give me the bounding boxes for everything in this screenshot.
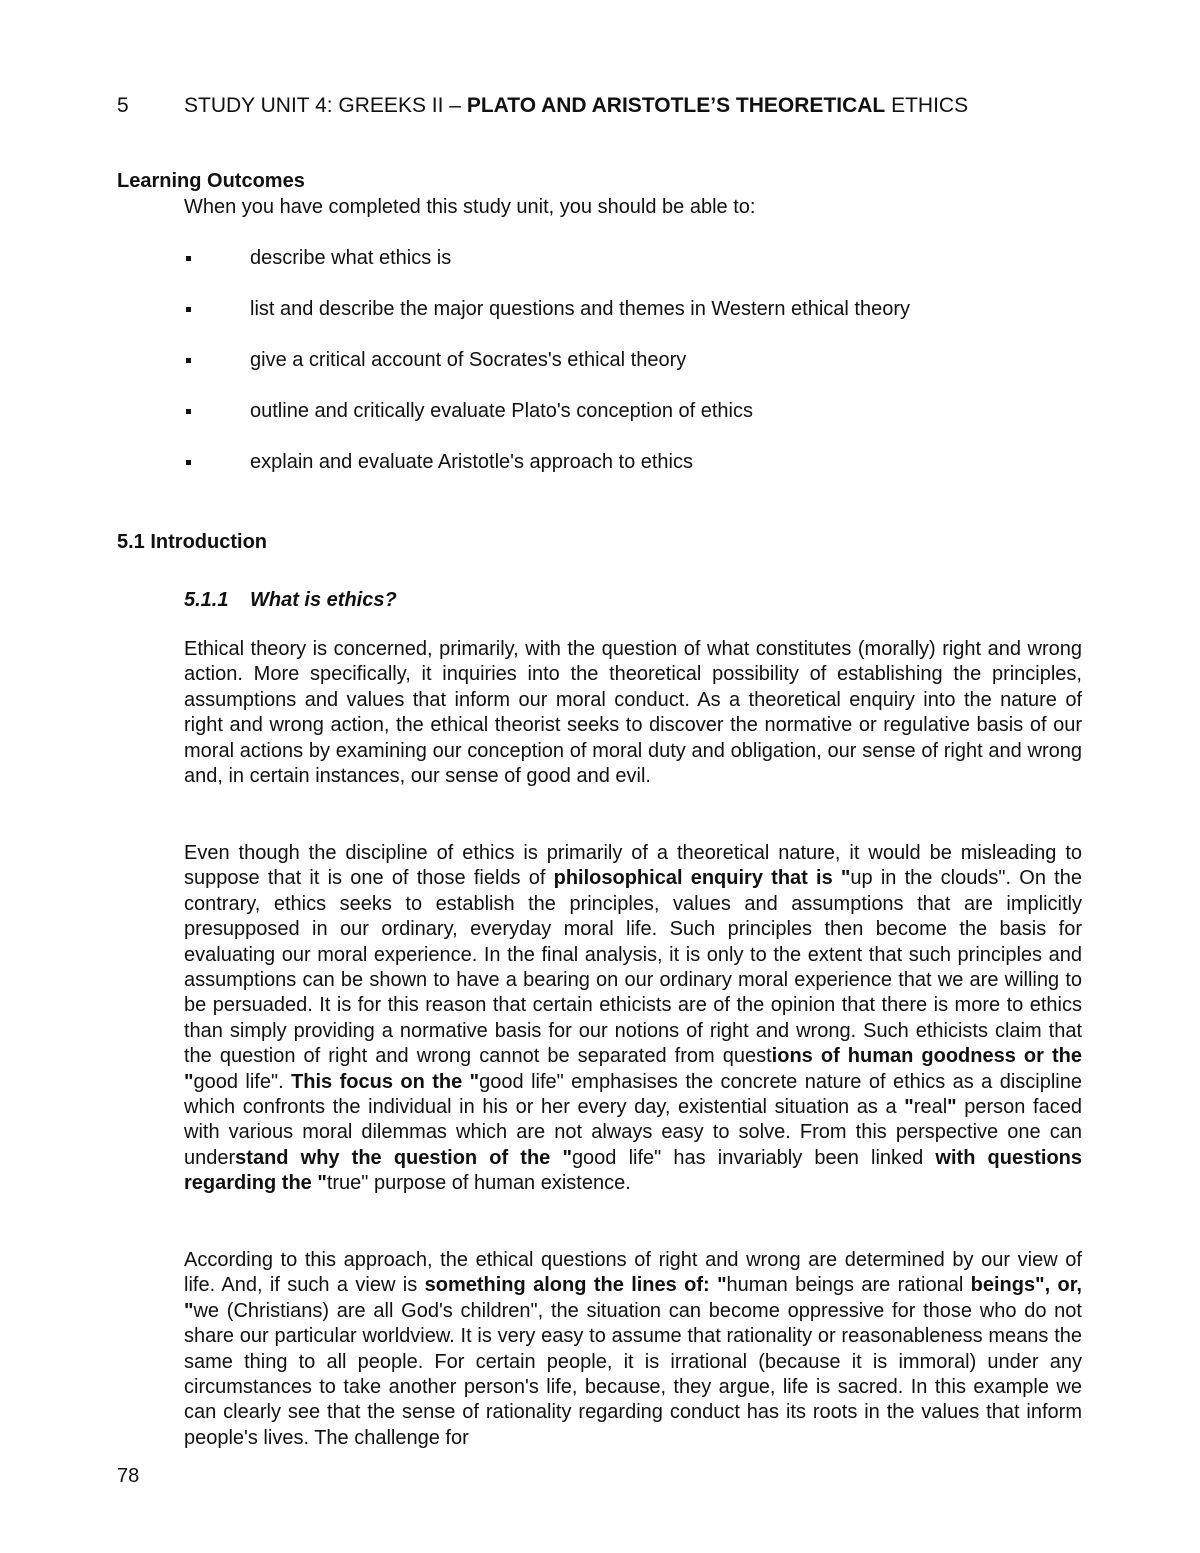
paragraph-1: Ethical theory is concerned, primarily, with the question of what constitutes (morally) right and wrong action. More specifically, it inquiries into the theoretical possibility of establishing the principles, assumptions and values that inform our moral conduct. As a theoretical enquiry into the nature of right and wrong action, the ethical theorist seeks to discover the normative or regulative basis of our moral actions by examining our conception of moral duty and obligation, our sense of right and wrong and, in certain instances, our sense of good and evil. bbox=[184, 638, 1082, 788]
bold-run: This focus on the " bbox=[291, 1070, 480, 1093]
text-run: Even though the discipline of ethics is primarily of a theoretical nature, it would be misleading to suppose that it is one of those fields of bbox=[184, 842, 1082, 890]
text-run: true" purpose of human existence. bbox=[326, 1172, 631, 1195]
bullet-icon bbox=[186, 409, 191, 414]
text-run: person faced with various moral dilemmas which are not always easy to solve. From this perspective one can under bbox=[184, 1096, 1082, 1169]
text-run: good life" has invariably been linked bbox=[571, 1146, 936, 1169]
bold-run: philosophical enquiry that is " bbox=[553, 867, 851, 890]
learning-outcomes-intro: When you have completed this study unit, you should be able to: bbox=[184, 196, 756, 218]
chapter-number: 5 bbox=[117, 94, 129, 117]
page-number: 78 bbox=[117, 1465, 140, 1487]
learning-outcomes-heading: Learning Outcomes bbox=[117, 170, 305, 192]
chapter-title-bold: PLATO AND ARISTOTLE’S THEORETICAL bbox=[466, 94, 886, 117]
chapter-title-end: ETHICS bbox=[885, 94, 969, 117]
paragraph-2 bbox=[184, 841, 1082, 1197]
list-item-text: list and describe the major questions and themes in Western ethical theory bbox=[250, 298, 910, 320]
list-item-text: describe what ethics is bbox=[250, 247, 452, 269]
text-run: up in the clouds". On the contrary, ethics seeks to establish the principles, values and assumptions that are implicitly presupposed in our ordinary, everyday moral life. Such principles then become the basis for evaluating our moral experience. In the final analysis, it is only to the extent that such principles and assumptions can be shown to have a bearing on our ordinary moral experience that we are willing to be persuaded. It is for this reason that certain ethicists are of the opinion that there is more to ethics than simply providing a normative basis for our notions of right and wrong. Such ethicists claim that the question of right and wrong cannot be separated from quest bbox=[184, 867, 1082, 1068]
text-run: good life". bbox=[193, 1070, 292, 1093]
bold-run: beings", or, " bbox=[184, 1274, 1082, 1322]
section-heading: 5.1 Introduction bbox=[117, 531, 267, 553]
bold-run: ions of human goodness or the " bbox=[184, 1045, 1082, 1093]
text-run: good life" emphasises the concrete nature of ethics as a discipline which confronts the individual in his or her every day, existential situation as a bbox=[184, 1070, 1082, 1119]
subsection-number: 5.1.1 bbox=[184, 589, 229, 611]
text-run: real bbox=[913, 1096, 948, 1119]
subsection-heading bbox=[184, 587, 397, 613]
list-item bbox=[184, 347, 910, 398]
text-run: human beings are rational bbox=[726, 1274, 971, 1297]
list-item-text: outline and critically evaluate Plato's conception of ethics bbox=[250, 400, 753, 422]
bullet-icon bbox=[186, 460, 191, 465]
bold-run: with questions regarding the " bbox=[184, 1146, 1083, 1195]
text-run: According to this approach, the ethical questions of right and wrong are determined by our view of life. And, if such a view is bbox=[184, 1249, 1082, 1297]
bullet-icon bbox=[186, 307, 191, 312]
bold-run: stand why the question of the " bbox=[235, 1146, 572, 1169]
bold-run: " bbox=[904, 1096, 914, 1119]
list-item-text: explain and evaluate Aristotle's approach to ethics bbox=[250, 451, 693, 473]
bold-run: " bbox=[947, 1096, 957, 1119]
learning-outcomes-list bbox=[184, 245, 910, 500]
list-item bbox=[184, 398, 910, 449]
paragraph-3 bbox=[184, 1248, 1082, 1451]
list-item-text: give a critical account of Socrates's ethical theory bbox=[250, 349, 687, 371]
list-item bbox=[184, 296, 910, 347]
subsection-title: What is ethics? bbox=[250, 589, 397, 611]
bold-run: something along the lines of: " bbox=[424, 1274, 727, 1297]
text-run: we (Christians) are all God's children", the situation can become oppressive for those who do not share our particular worldview. It is very easy to assume that rationality or reasonableness means the same thing to all people. For certain people, it is irrational (because it is immoral) under any circumstances to take another person's life, because, they argue, life is sacred. In this example we can clearly see that the sense of rationality regarding conduct has its roots in the values that inform people's lives. The challenge for bbox=[184, 1299, 1082, 1449]
bullet-icon bbox=[186, 358, 191, 363]
chapter-title-start: STUDY UNIT 4: GREEKS II – bbox=[184, 94, 467, 117]
bullet-icon bbox=[186, 256, 191, 261]
list-item bbox=[184, 245, 910, 296]
chapter-heading bbox=[117, 92, 968, 120]
list-item bbox=[184, 449, 910, 500]
